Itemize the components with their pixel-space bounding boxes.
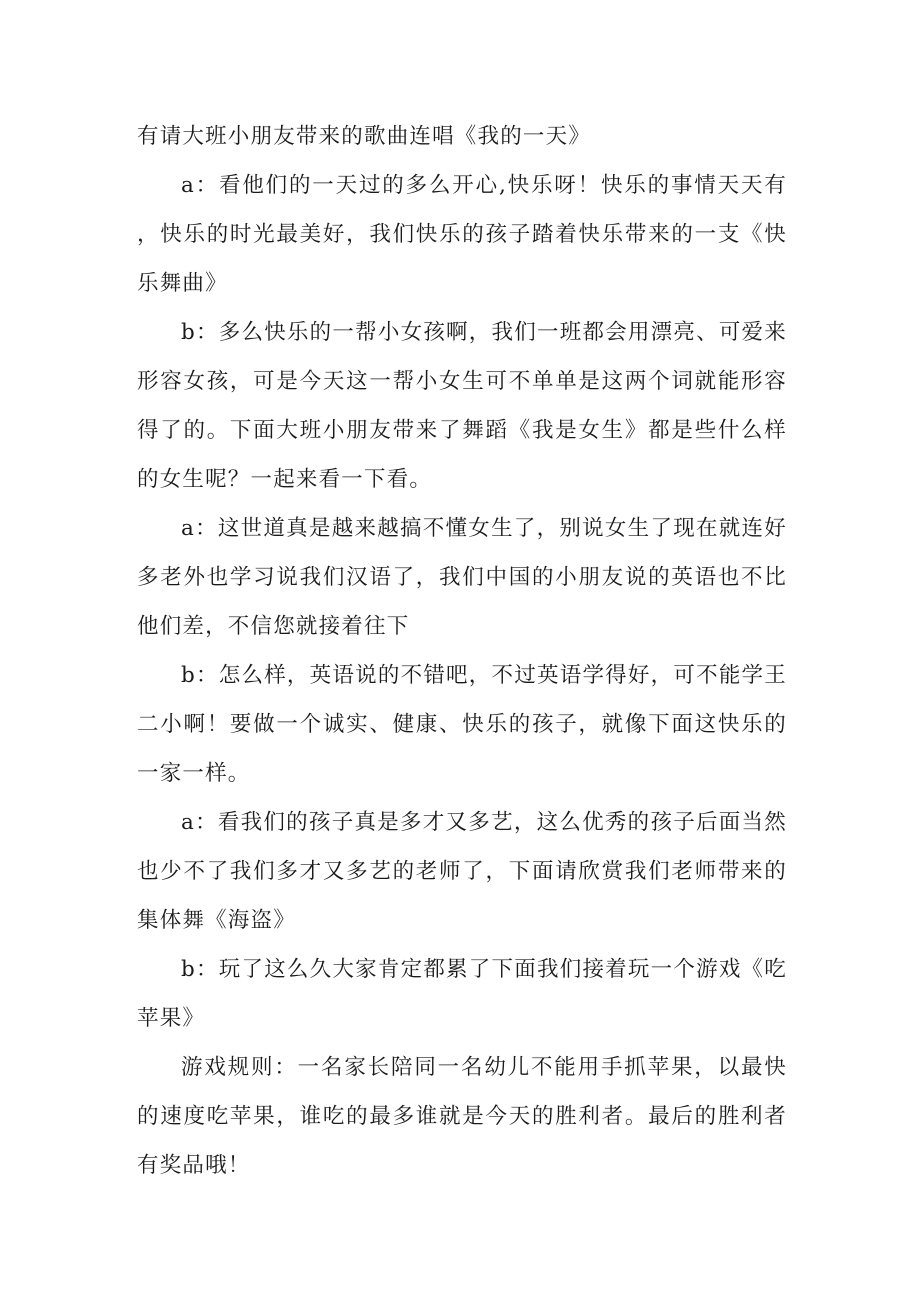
paragraph-host-a-2: a：这世道真是越来越搞不懂女生了，别说女生了现在就连好多老外也学习说我们汉语了，我们中国的小朋友说的英语也不比他们差，不信您就接着往下 — [137, 516, 787, 639]
paragraph-host-b-1: b：多么快乐的一帮小女孩啊，我们一班都会用漂亮、可爱来形容女孩，可是今天这一帮小女生可不单单是这两个词就能形容得了的。下面大班小朋友带来了舞蹈《我是女生》都是些什么样的女生呢？一起来看一下看。 — [137, 320, 787, 492]
paragraph-intro: 有请大班小朋友带来的歌曲连唱《我的一天》 — [137, 124, 592, 149]
paragraph-host-b-3: b：玩了这么久大家肯定都累了下面我们接着玩一个游戏《吃苹果》 — [137, 957, 787, 1031]
paragraph-host-b-2: b：怎么样，英语说的不错吧，不过英语学得好，可不能学王二小啊！要做一个诚实、健康、快乐的孩子，就像下面这快乐的一家一样。 — [137, 663, 787, 786]
paragraph-host-a-1: a：看他们的一天过的多么开心,快乐呀！快乐的事情天天有，快乐的时光最美好，我们快乐的孩子踏着快乐带来的一支《快乐舞曲》 — [137, 173, 787, 296]
paragraph-game-rules: 游戏规则：一名家长陪同一名幼儿不能用手抓苹果，以最快的速度吃苹果，谁吃的最多谁就是今天的胜利者。最后的胜利者有奖品哦！ — [137, 1055, 787, 1178]
paragraph-host-a-3: a：看我们的孩子真是多才又多艺，这么优秀的孩子后面当然也少不了我们多才又多艺的老师了，下面请欣赏我们老师带来的集体舞《海盗》 — [137, 810, 787, 933]
document-body — [137, 112, 787, 1190]
